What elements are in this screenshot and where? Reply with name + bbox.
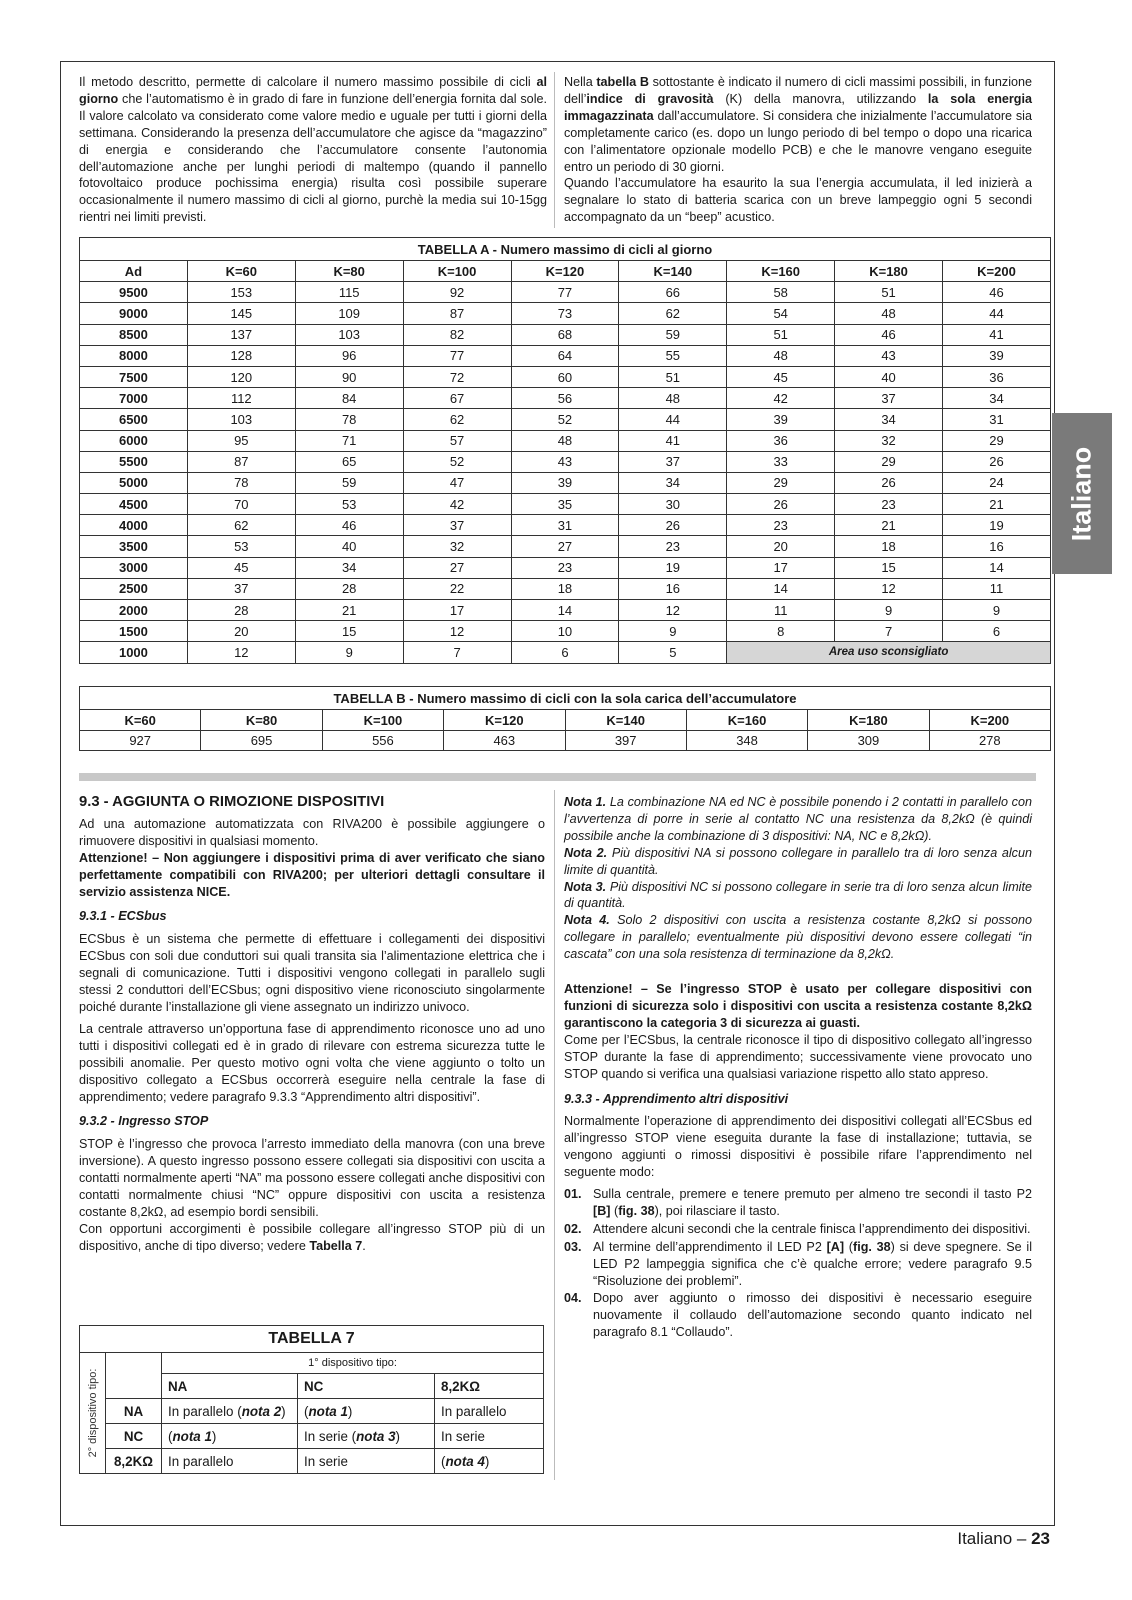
table-cell: 30: [619, 494, 727, 515]
table-cell: 18: [511, 578, 619, 599]
ecsbus-paragraph-2: La centrale attraverso un’opportuna fase di apprendimento riconosce uno ad uno tutti i dispositivi collegati ed è in grado di rilevare con estrema sicurezza tutte le possibili anomalie. Per questo motivo ogni volta che viene aggiunto o tolto un dispositivo collegato a ECSbus occorrerà eseguire nella centrale la fase di apprendimento; vedere paragrafo 9.3.3 “Apprendimento altri dispositivi”.: [79, 1021, 545, 1104]
table-a-row-header: 9000: [80, 303, 188, 324]
table-cell: In parallelo: [162, 1449, 298, 1474]
table-7-row-header: 8,2KΩ: [106, 1449, 162, 1474]
table-b-col-header: K=140: [565, 710, 686, 731]
table-cell: 36: [727, 430, 835, 451]
table-cell: In parallelo: [435, 1399, 544, 1424]
table-cell: In parallelo (nota 2): [162, 1399, 298, 1424]
table-cell: 68: [511, 324, 619, 345]
table-cell: 53: [187, 536, 295, 557]
table-cell: 52: [403, 451, 511, 472]
table-cell: 7: [403, 642, 511, 663]
table-cell: 32: [403, 536, 511, 557]
table-cell: 39: [511, 472, 619, 493]
table-cell: 19: [619, 557, 727, 578]
stop-paragraph-2: Con opportuni accorgimenti è possibile collegare all’ingresso STOP più di un dispositivo, anche di tipo diverso; vedere Tabella 7.: [79, 1221, 545, 1253]
table-row: [80, 642, 1051, 663]
table-cell: 23: [511, 557, 619, 578]
table-cell: 62: [403, 409, 511, 430]
table-a-col-header: K=160: [727, 261, 835, 282]
table-cell: 55: [619, 345, 727, 366]
table-row: [80, 557, 1051, 578]
table-a-row-header: 3000: [80, 557, 188, 578]
table-row: [80, 303, 1051, 324]
table-cell: 72: [403, 366, 511, 387]
table-cell: In serie: [435, 1424, 544, 1449]
table-cell: 87: [187, 451, 295, 472]
table-a-col-header: Ad: [80, 261, 188, 282]
table-row: [80, 1424, 544, 1449]
table-cell: 64: [511, 345, 619, 366]
table-cell: 112: [187, 388, 295, 409]
table-cell: 40: [835, 366, 943, 387]
table-cell: 8: [727, 621, 835, 642]
table-b-col-header: K=160: [686, 710, 807, 731]
table-cell: 31: [943, 409, 1051, 430]
table-cell: 78: [295, 409, 403, 430]
stop-safety-warning: Attenzione! – Se l’ingresso STOP è usato per collegare dispositivi con funzioni di sicurezza solo i dispositivi con uscita a resistenza costante 8,2kΩ garantiscono la categoria 3 di sicurezza ai guasti.: [564, 982, 1032, 1030]
table-cell: 42: [727, 388, 835, 409]
table-cell: 44: [943, 303, 1051, 324]
list-item: [564, 1239, 1032, 1290]
table-cell: 33: [727, 451, 835, 472]
language-side-tab-label: Italiano: [1066, 446, 1097, 541]
table-row: [80, 388, 1051, 409]
table-cell: 31: [511, 515, 619, 536]
table-cell: (nota 4): [435, 1449, 544, 1474]
table-cell: 23: [727, 515, 835, 536]
table-cell: 17: [727, 557, 835, 578]
table-cell: 32: [835, 430, 943, 451]
table-row: [80, 409, 1051, 430]
table-cell: 16: [619, 578, 727, 599]
table-cell: 9: [295, 642, 403, 663]
table-cell: 51: [727, 324, 835, 345]
table-cell: 43: [835, 345, 943, 366]
table-a-col-header: K=200: [943, 261, 1051, 282]
page-footer: [957, 1529, 1050, 1549]
table-cell: 48: [511, 430, 619, 451]
table-a-row-header: 1500: [80, 621, 188, 642]
table-cell: 35: [511, 494, 619, 515]
note-3: Nota 3. Più dispositivi NC si possono collegare in serie tra di loro senza alcun limite di quantità.: [564, 879, 1032, 911]
table-b-col-header: K=100: [322, 710, 443, 731]
table-a-row-header: 6500: [80, 409, 188, 430]
step-text: Al termine dell’apprendimento il LED P2 [A] (fig. 38) si deve spegnere. Se il LED P2 lampeggia significa che c’è qualche errore; vedere paragrafo 9.5 “Risoluzione dei problemi”.: [593, 1239, 1032, 1288]
section-title: 9.3 - AGGIUNTA O RIMOZIONE DISPOSITIVI: [79, 794, 385, 810]
table-row: [80, 1399, 544, 1424]
table-cell: 95: [187, 430, 295, 451]
table-cell: 51: [619, 366, 727, 387]
table-7-side-label: 2° dispositivo tipo:: [86, 1368, 99, 1458]
shaded-note-cell: Area uso sconsigliato: [727, 642, 1051, 663]
learning-paragraph: Normalmente l’operazione di apprendimento dei dispositivi collegati all’ECSbus ed all’ingresso STOP viene eseguita durante la fase di installazione; tuttavia, se vengono aggiunti o rimossi dispositivi è possibile rifare l’apprendimento nel seguente modo:: [564, 1114, 1032, 1180]
table-7-title: TABELLA 7: [80, 1326, 544, 1353]
table-7: [79, 1325, 544, 1474]
table-cell: 92: [403, 282, 511, 303]
table-a: [79, 237, 1051, 664]
table-cell: 34: [295, 557, 403, 578]
table-cell: 70: [187, 494, 295, 515]
section-warning: Attenzione! – Non aggiungere i dispositivi prima di aver verificato che siano perfettamente compatibili con RIVA200; per ulteriori dettagli consultare il servizio assistenza NICE.: [79, 850, 545, 899]
table-cell: 39: [943, 345, 1051, 366]
step-text: Dopo aver aggiunto o rimosso dei dispositivi è necessario eseguire nuovamente il collaudo dell’automazione secondo quanto indicato nel paragrafo 8.1 “Collaudo”.: [593, 1291, 1032, 1340]
table-cell: 39: [727, 409, 835, 430]
table-row: [80, 366, 1051, 387]
table-cell: 137: [187, 324, 295, 345]
table-cell: 34: [619, 472, 727, 493]
table-row: [80, 515, 1051, 536]
table-a-row-header: 6000: [80, 430, 188, 451]
table-a-row-header: 4000: [80, 515, 188, 536]
table-cell: 77: [511, 282, 619, 303]
subsection-learning-title: 9.3.3 - Apprendimento altri dispositivi: [564, 1091, 789, 1106]
table-cell: 58: [727, 282, 835, 303]
table-cell: 45: [727, 366, 835, 387]
table-cell: 556: [322, 731, 443, 751]
subsection-ecsbus-title: 9.3.1 - ECSbus: [79, 909, 167, 924]
table-cell: 463: [444, 731, 565, 751]
table-cell: 47: [403, 472, 511, 493]
table-cell: 45: [187, 557, 295, 578]
table-cell: 18: [835, 536, 943, 557]
table-cell: 6: [943, 621, 1051, 642]
table-cell: 78: [187, 472, 295, 493]
table-cell: 29: [835, 451, 943, 472]
table-cell: 6: [511, 642, 619, 663]
table-cell: 46: [943, 282, 1051, 303]
table-7-col-header: NA: [162, 1374, 298, 1399]
table-cell: 11: [727, 600, 835, 621]
table-b-col-header: K=200: [929, 710, 1050, 731]
table-b-title: TABELLA B - Numero massimo di cicli con la sola carica dell’accumulatore: [80, 687, 1051, 710]
page-number: 23: [1031, 1529, 1050, 1548]
learning-steps: [564, 1186, 1032, 1341]
table-cell: 309: [808, 731, 929, 751]
step-number: 03.: [564, 1239, 582, 1254]
footer-language: Italiano: [957, 1529, 1013, 1548]
table-cell: 23: [619, 536, 727, 557]
table-cell: 9: [619, 621, 727, 642]
section-left-column: [79, 794, 545, 1260]
list-item: [564, 1290, 1032, 1341]
table-cell: 28: [295, 578, 403, 599]
table-cell: 96: [295, 345, 403, 366]
note-2: Nota 2. Più dispositivi NA si possono collegare in parallelo tra di loro senza alcun limite di quantità.: [564, 845, 1032, 877]
table-row: [80, 621, 1051, 642]
table-cell: 15: [295, 621, 403, 642]
table-cell: 17: [403, 600, 511, 621]
table-cell: 21: [295, 600, 403, 621]
table-row: [80, 536, 1051, 557]
table-a-row-header: 8500: [80, 324, 188, 345]
table-cell: 42: [403, 494, 511, 515]
table-cell: 12: [187, 642, 295, 663]
table-7-row-header: NA: [106, 1399, 162, 1424]
step-number: 02.: [564, 1221, 582, 1236]
table-cell: 21: [943, 494, 1051, 515]
table-cell: 48: [835, 303, 943, 324]
table-cell: 41: [943, 324, 1051, 345]
step-text: Attendere alcuni secondi che la centrale finisca l’apprendimento dei dispositivi.: [593, 1221, 1031, 1236]
language-side-tab: [1052, 413, 1112, 574]
table-cell: 103: [187, 409, 295, 430]
table-cell: 46: [295, 515, 403, 536]
section-right-column: [564, 794, 1032, 1342]
table-a-row-header: 8000: [80, 345, 188, 366]
table-cell: 29: [727, 472, 835, 493]
table-cell: 14: [511, 600, 619, 621]
table-cell: 67: [403, 388, 511, 409]
table-cell: 62: [187, 515, 295, 536]
step-text: Sulla centrale, premere e tenere premuto per almeno tre secondi il tasto P2 [B] (fig. 38), poi rilasciare il tasto.: [593, 1187, 1032, 1218]
table-cell: 46: [835, 324, 943, 345]
subsection-stop-title: 9.3.2 - Ingresso STOP: [79, 1114, 209, 1129]
list-item: [564, 1221, 1032, 1238]
table-cell: 12: [619, 600, 727, 621]
table-row: [80, 324, 1051, 345]
table-cell: 37: [619, 451, 727, 472]
table-cell: 120: [187, 366, 295, 387]
table-a-row-header: 5000: [80, 472, 188, 493]
table-cell: 26: [727, 494, 835, 515]
table-cell: 43: [511, 451, 619, 472]
table-cell: In serie (nota 3): [298, 1424, 435, 1449]
table-a-row-header: 3500: [80, 536, 188, 557]
table-cell: 73: [511, 303, 619, 324]
table-cell: 14: [727, 578, 835, 599]
table-b-col-header: K=120: [444, 710, 565, 731]
table-a-col-header: K=180: [835, 261, 943, 282]
table-cell: 71: [295, 430, 403, 451]
table-row: [80, 494, 1051, 515]
table-cell: 77: [403, 345, 511, 366]
stop-paragraph-1: STOP è l’ingresso che provoca l’arresto immediato della manovra (con una breve inversione). A questo ingresso possono essere collegati sia dispositivi con uscita a contatti normalmente aperti “NA” ma possono essere collegati anche dispositivi con contatti normalmente chiusi “NC” oppure dispositivi con uscita a resistenza costante 8,2kΩ, ad esempio bordi sensibili.: [79, 1137, 545, 1219]
column-divider-bottom: [554, 790, 555, 1480]
table-cell: (nota 1): [162, 1424, 298, 1449]
table-cell: 14: [943, 557, 1051, 578]
table-a-row-header: 5500: [80, 451, 188, 472]
table-cell: 41: [619, 430, 727, 451]
table-cell: 26: [619, 515, 727, 536]
table-cell: 54: [727, 303, 835, 324]
table-row: [80, 472, 1051, 493]
table-cell: 103: [295, 324, 403, 345]
table-cell: 84: [295, 388, 403, 409]
note-4: Nota 4. Solo 2 dispositivi con uscita a resistenza costante 8,2kΩ si possono collegare in parallelo; eventualmente più dispositivi devono essere collegati “in cascata” con una sola resistenza di terminazione da 8,2kΩ.: [564, 913, 1032, 962]
table-b-col-header: K=60: [80, 710, 201, 731]
table-cell: 145: [187, 303, 295, 324]
table-cell: 397: [565, 731, 686, 751]
table-cell: 20: [187, 621, 295, 642]
table-cell: 12: [835, 578, 943, 599]
table-cell: 21: [835, 515, 943, 536]
table-cell: 37: [835, 388, 943, 409]
table-a-row-header: 7000: [80, 388, 188, 409]
table-b-col-header: K=180: [808, 710, 929, 731]
table-row: [80, 600, 1051, 621]
table-cell: 40: [295, 536, 403, 557]
stop-learning-paragraph: Come per l’ECSbus, la centrale riconosce il tipo di dispositivo collegato all’ingresso STOP durante la fase di apprendimento; successivamente viene provocato uno STOP quando si verifica una qualsiasi variazione rispetto allo stato appreso.: [564, 1032, 1032, 1081]
table-a-col-header: K=120: [511, 261, 619, 282]
table-cell: 48: [727, 345, 835, 366]
table-cell: 19: [943, 515, 1051, 536]
table-cell: 48: [619, 388, 727, 409]
column-divider-top: [554, 72, 555, 228]
table-cell: 153: [187, 282, 295, 303]
table-cell: 26: [943, 451, 1051, 472]
footer-separator: –: [1012, 1529, 1032, 1548]
table-cell: 28: [187, 600, 295, 621]
table-row: [80, 451, 1051, 472]
table-cell: 24: [943, 472, 1051, 493]
step-number: 01.: [564, 1187, 582, 1202]
table-a-title: TABELLA A - Numero massimo di cicli al giorno: [80, 238, 1051, 261]
table-cell: 59: [619, 324, 727, 345]
table-cell: 27: [511, 536, 619, 557]
table-7-col-header: NC: [298, 1374, 435, 1399]
table-cell: 348: [686, 731, 807, 751]
table-cell: 16: [943, 536, 1051, 557]
intro-left-column: [79, 74, 547, 231]
ecsbus-paragraph-1: ECSbus è un sistema che permette di effettuare i collegamenti dei dispositivi ECSbus con soli due conduttori sui quali transita sia l’alimentazione elettrica che i segnali di comunicazione. Tutti i dispositivi vengono collegati in parallelo sugli stessi 2 conduttori dell’ECSbus; ogni dispositivo viene riconosciuto singolarmente poiché durante l’installazione gli viene assegnato un indirizzo univoco.: [79, 932, 545, 1014]
table-a-col-header: K=80: [295, 261, 403, 282]
table-7-col-header: 8,2KΩ: [435, 1374, 544, 1399]
table-cell: In serie: [298, 1449, 435, 1474]
note-1: Nota 1. La combinazione NA ed NC è possibile ponendo i 2 contatti in parallelo con l’avvertenza di porre in serie al contatto NC una resistenza da 8,2kΩ (è quindi possibile anche la combinazione di 3 dispositivi: NA, NC e 8,2kΩ).: [564, 795, 1032, 843]
table-cell: 10: [511, 621, 619, 642]
table-cell: 52: [511, 409, 619, 430]
table-cell: 9: [835, 600, 943, 621]
table-cell: 29: [943, 430, 1051, 451]
table-cell: 278: [929, 731, 1050, 751]
table-7-corner: [106, 1353, 162, 1399]
table-7-row-header: NC: [106, 1424, 162, 1449]
table-b: [79, 686, 1051, 751]
table-cell: 11: [943, 578, 1051, 599]
list-item: [564, 1186, 1032, 1220]
table-row: [80, 345, 1051, 366]
table-cell: 87: [403, 303, 511, 324]
table-cell: 27: [403, 557, 511, 578]
intro-left-paragraph: Il metodo descritto, permette di calcolare il numero massimo possibile di cicli al giorno che l’automatismo è in grado di fare in funzione dell’energia fornita dal sole. Il valore calcolato va considerato come valore medio e uguale per tutti i giorni della settimana. Considerando la presenza dell’accumulatore che agisce da “magazzino” di energia e considerando che l’accumulatore consente l’autonomia dell’automazione anche per lunghi periodi di maltempo (quando il pannello fotovoltaico produce pochissima energia) risulta così possibile superare occasionalmente il numero massimo di cicli al giorno, purchè la media sui 10-15gg rientri nei limiti previsti.: [79, 75, 547, 225]
table-row: [80, 731, 1051, 751]
table-cell: 115: [295, 282, 403, 303]
table-row: [80, 1449, 544, 1474]
table-cell: 5: [619, 642, 727, 663]
table-cell: 82: [403, 324, 511, 345]
table-cell: 90: [295, 366, 403, 387]
table-cell: 62: [619, 303, 727, 324]
intro-right-column: [564, 74, 1032, 231]
intro-right-paragraph-2: Quando l’accumulatore ha esaurito la sua l’energia accumulata, il led inizierà a segnalare lo stato di batteria scarica con un breve lampeggio ogni 5 secondi accompagnato da un “beep” acustico.: [564, 176, 1032, 225]
table-cell: 109: [295, 303, 403, 324]
table-cell: 23: [835, 494, 943, 515]
table-cell: 9: [943, 600, 1051, 621]
table-cell: 53: [295, 494, 403, 515]
table-row: [80, 578, 1051, 599]
table-cell: 34: [835, 409, 943, 430]
table-cell: 65: [295, 451, 403, 472]
table-cell: 7: [835, 621, 943, 642]
table-cell: 695: [201, 731, 322, 751]
table-7-side-label-cell: [80, 1353, 106, 1474]
step-number: 04.: [564, 1291, 582, 1306]
table-b-col-header: K=80: [201, 710, 322, 731]
table-cell: 12: [403, 621, 511, 642]
table-cell: 59: [295, 472, 403, 493]
table-cell: 66: [619, 282, 727, 303]
table-cell: 44: [619, 409, 727, 430]
table-a-row-header: 4500: [80, 494, 188, 515]
table-cell: 56: [511, 388, 619, 409]
section-separator: [79, 773, 1036, 781]
table-cell: 36: [943, 366, 1051, 387]
table-row: [80, 430, 1051, 451]
table-a-row-header: 1000: [80, 642, 188, 663]
table-a-row-header: 7500: [80, 366, 188, 387]
table-a-row-header: 2000: [80, 600, 188, 621]
table-row: [80, 282, 1051, 303]
table-a-col-header: K=60: [187, 261, 295, 282]
table-cell: 37: [403, 515, 511, 536]
table-7-top-label: 1° dispositivo tipo:: [162, 1353, 544, 1374]
table-cell: 26: [835, 472, 943, 493]
intro-right-paragraph-1: Nella tabella B sottostante è indicato il numero di cicli massimi possibili, in funzione dell’indice di gravosità (K) della manovra, utilizzando la sola energia immagazzinata dall’accumulatore. Si considera che inizialmente l’accumulatore sia completamente carico (es. dopo un lungo periodo di bel tempo o dopo una ricarica con l’alimentatore opzionale modello PCB) e che le manovre vengano eseguite entro un periodo di 30 giorni.: [564, 75, 1033, 174]
table-cell: 128: [187, 345, 295, 366]
table-cell: 51: [835, 282, 943, 303]
table-a-row-header: 9500: [80, 282, 188, 303]
table-cell: 927: [80, 731, 201, 751]
table-cell: 15: [835, 557, 943, 578]
table-cell: 37: [187, 578, 295, 599]
table-a-row-header: 2500: [80, 578, 188, 599]
table-cell: 57: [403, 430, 511, 451]
table-cell: 60: [511, 366, 619, 387]
section-paragraph-1: Ad una automazione automatizzata con RIVA200 è possibile aggiungere o rimuovere dispositivi in qualsiasi momento.: [79, 816, 545, 848]
table-cell: 34: [943, 388, 1051, 409]
table-a-col-header: K=100: [403, 261, 511, 282]
table-a-col-header: K=140: [619, 261, 727, 282]
table-cell: 20: [727, 536, 835, 557]
table-cell: (nota 1): [298, 1399, 435, 1424]
table-cell: 22: [403, 578, 511, 599]
